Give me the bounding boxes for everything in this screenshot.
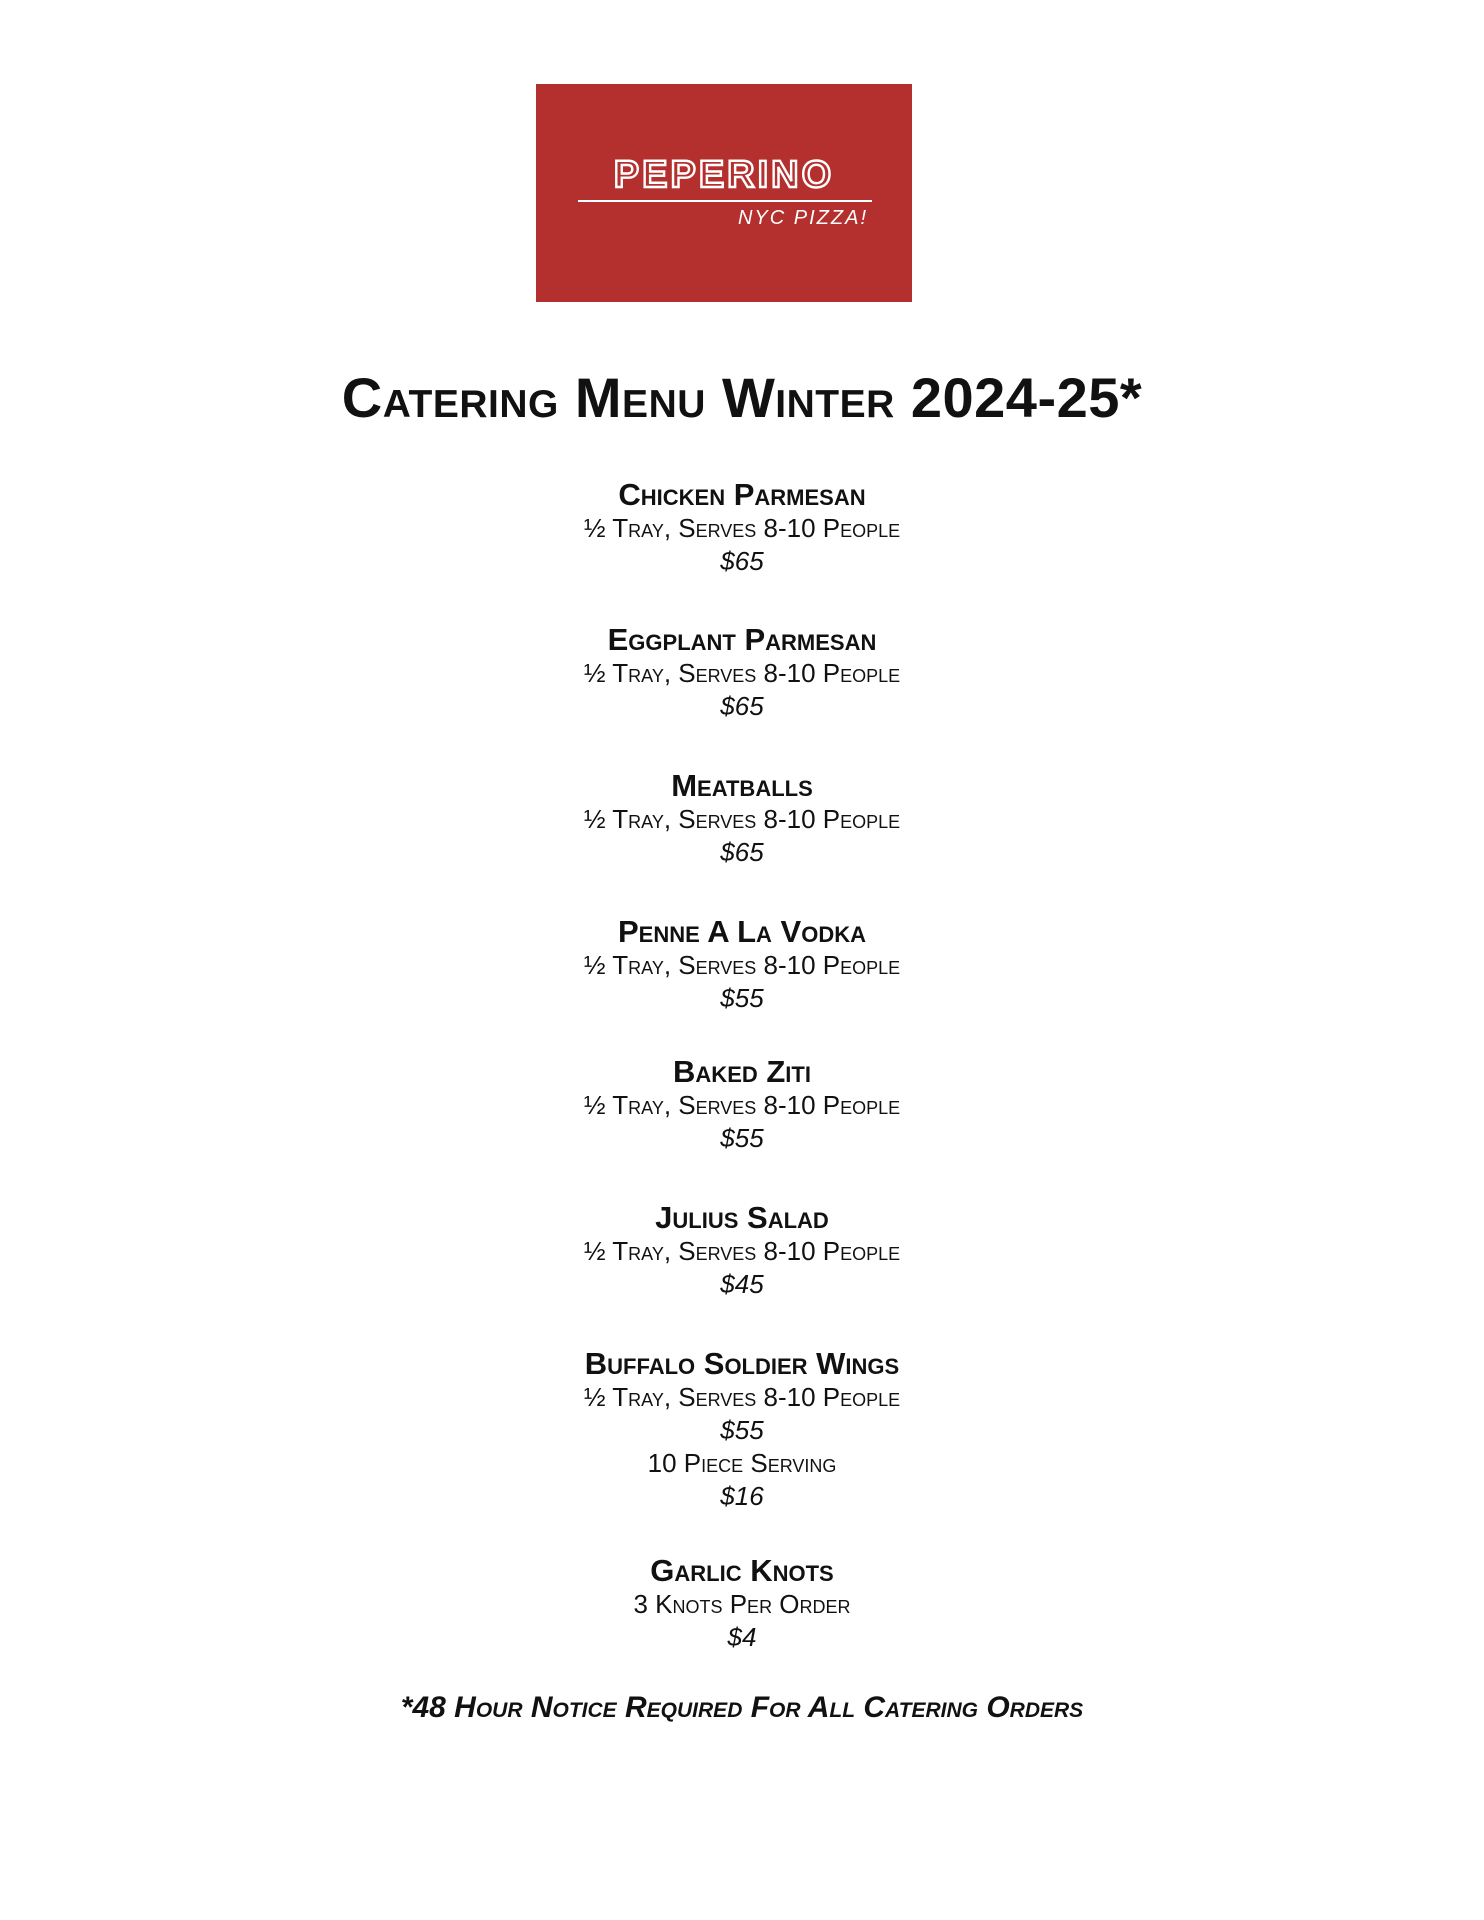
menu-item-name: Julius Salad bbox=[655, 1200, 829, 1235]
menu-item-price: $65 bbox=[720, 546, 764, 576]
menu-item-price: $45 bbox=[720, 1269, 764, 1299]
menu-item-name: Garlic Knots bbox=[650, 1553, 834, 1588]
logo-wordmark bbox=[576, 154, 872, 194]
menu-item-price: $16 bbox=[720, 1481, 764, 1511]
menu-item-serving: ½ Tray, Serves 8-10 People bbox=[583, 1236, 901, 1266]
menu-item bbox=[0, 477, 1484, 578]
menu-item bbox=[0, 622, 1484, 723]
menu-item-price: $55 bbox=[720, 983, 764, 1013]
menu-item-price: $65 bbox=[720, 837, 764, 867]
menu-item-name: Baked Ziti bbox=[673, 1054, 811, 1089]
menu-item bbox=[0, 914, 1484, 1015]
menu-item-name: Eggplant Parmesan bbox=[607, 622, 877, 657]
menu-item-serving: ½ Tray, Serves 8-10 People bbox=[583, 804, 901, 834]
logo-wordmark-text: PEPERINO bbox=[613, 154, 835, 194]
menu-item-serving: ½ Tray, Serves 8-10 People bbox=[583, 658, 901, 688]
logo-divider bbox=[578, 200, 872, 202]
menu-item bbox=[0, 1054, 1484, 1155]
menu-item-serving: 10 Piece Serving bbox=[647, 1448, 837, 1478]
menu-item-serving: ½ Tray, Serves 8-10 People bbox=[583, 1090, 901, 1120]
menu-item-name: Chicken Parmesan bbox=[618, 477, 866, 512]
menu-item-serving: 3 Knots Per Order bbox=[633, 1589, 851, 1619]
peperino-logo bbox=[536, 84, 912, 302]
menu-item-serving: ½ Tray, Serves 8-10 People bbox=[583, 950, 901, 980]
menu-item-name: Buffalo Soldier Wings bbox=[584, 1346, 900, 1381]
menu-item bbox=[0, 1553, 1484, 1654]
menu-item bbox=[0, 1346, 1484, 1513]
menu-item-price: $55 bbox=[720, 1415, 764, 1445]
menu-item-serving: ½ Tray, Serves 8-10 People bbox=[583, 1382, 901, 1412]
catering-notice: *48 Hour Notice Required For All Catering Orders bbox=[400, 1691, 1084, 1724]
menu-item-price: $65 bbox=[720, 691, 764, 721]
menu-item bbox=[0, 1200, 1484, 1301]
menu-item-name: Meatballs bbox=[671, 768, 813, 803]
menu-item-price: $4 bbox=[727, 1622, 757, 1652]
menu-item-serving: ½ Tray, Serves 8-10 People bbox=[583, 513, 901, 543]
logo-tagline: NYC PIZZA! bbox=[737, 207, 868, 229]
page-title: Catering Menu Winter 2024-25* bbox=[341, 366, 1143, 429]
menu-item-price: $55 bbox=[720, 1123, 764, 1153]
menu-item bbox=[0, 768, 1484, 869]
menu-item-name: Penne A La Vodka bbox=[617, 914, 866, 949]
